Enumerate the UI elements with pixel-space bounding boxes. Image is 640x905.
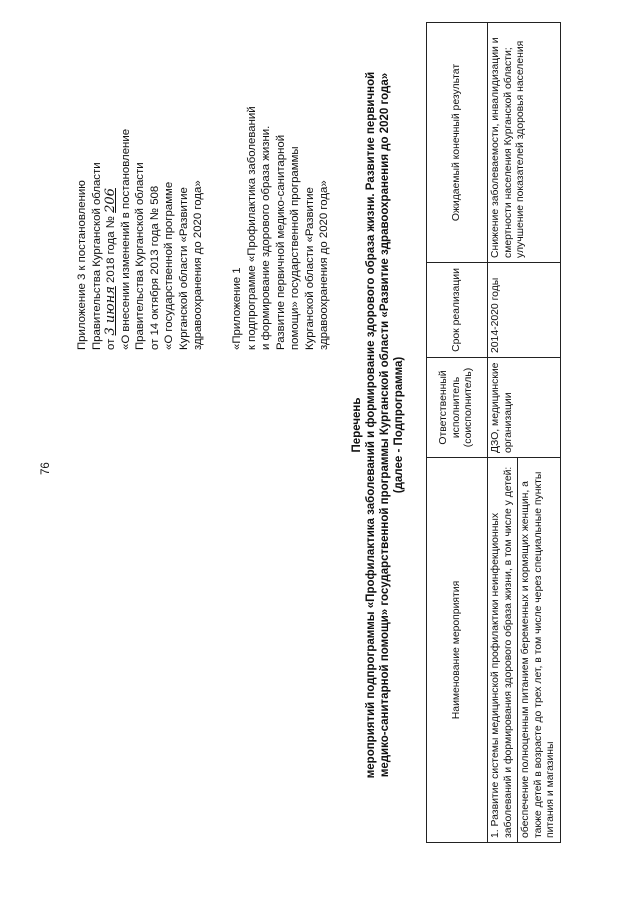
measures-table [426,22,561,843]
header-line: Курганской области «Развитие [177,187,190,350]
resolution-header [75,50,206,350]
table-header-row [427,23,488,843]
header-line: Приложение 3 к постановлению [76,180,88,350]
column-header-term: Срок реализации [427,263,488,358]
title-line: медико-санитарной помощи» государственной программы Курганской области «Развитие здравоохранения до 2020 года» [379,72,391,778]
title-heading: Перечень [351,397,363,453]
page-number: 76 [40,462,52,475]
annex-line: к подпрограмме «Профилактика заболеваний [245,106,258,350]
table-row [488,23,518,843]
header-line: Правительства Курганской области [134,162,146,350]
header-line: от 14 октября 2013 года № 508 [148,185,161,350]
handwritten-date: 3 июня [103,286,118,336]
cell-measure: 1. Развитие системы медицинской профилактики неинфекционных заболеваний и формирования здорового образа жизни, в том числе у детей: [488,458,518,843]
column-header-measure: Наименование мероприятия [427,458,488,843]
annex-line: помощи» государственной программы [289,146,301,350]
handwritten-number: 206 [103,188,118,213]
date-prefix: от [105,338,117,350]
cell-result: Снижение заболеваемости, инвалидизации и смертности населения Курганской области; улучшение показателей здоровья населения [488,23,561,263]
cell-measure: обеспечение полноценным питанием беременных и кормящих женщин, а также детей в возрасте до трех лет, в том числе через специальные пункты питания и магазины [518,458,561,843]
header-date-line [104,50,119,350]
header-line: «О государственной программе [163,181,175,350]
title-line: мероприятий подпрограммы «Профилактика заболеваний и формирование здорового образа жизни. Развитие первичной [365,71,377,779]
annex-header [230,50,332,350]
document-title [350,15,406,835]
header-line: «О внесении изменений в постановление [119,128,132,350]
cell-term: 2014-2020 годы [488,263,561,358]
column-header-result: Ожидаемый конечный результат [427,23,488,263]
header-line: Правительства Курганской области [90,162,103,350]
column-header-executor: Ответственный исполнитель (соисполнитель) [427,358,488,458]
annex-line: и формирование здорового образа жизни. [260,125,272,350]
title-line: (далее - Подпрограмма) [393,356,405,494]
annex-line: Курганской области «Развитие [303,187,316,350]
cell-executor: ДЗО, медицинские организации [488,358,561,458]
date-middle: 2018 года № [105,216,117,283]
annex-line: Развитие первичной медико-санитарной [274,134,287,350]
annex-line: здравоохранения до 2020 года» [318,180,330,350]
header-line: здравоохранения до 2020 года» [192,180,204,350]
annex-line: «Приложение 1 [231,267,243,350]
